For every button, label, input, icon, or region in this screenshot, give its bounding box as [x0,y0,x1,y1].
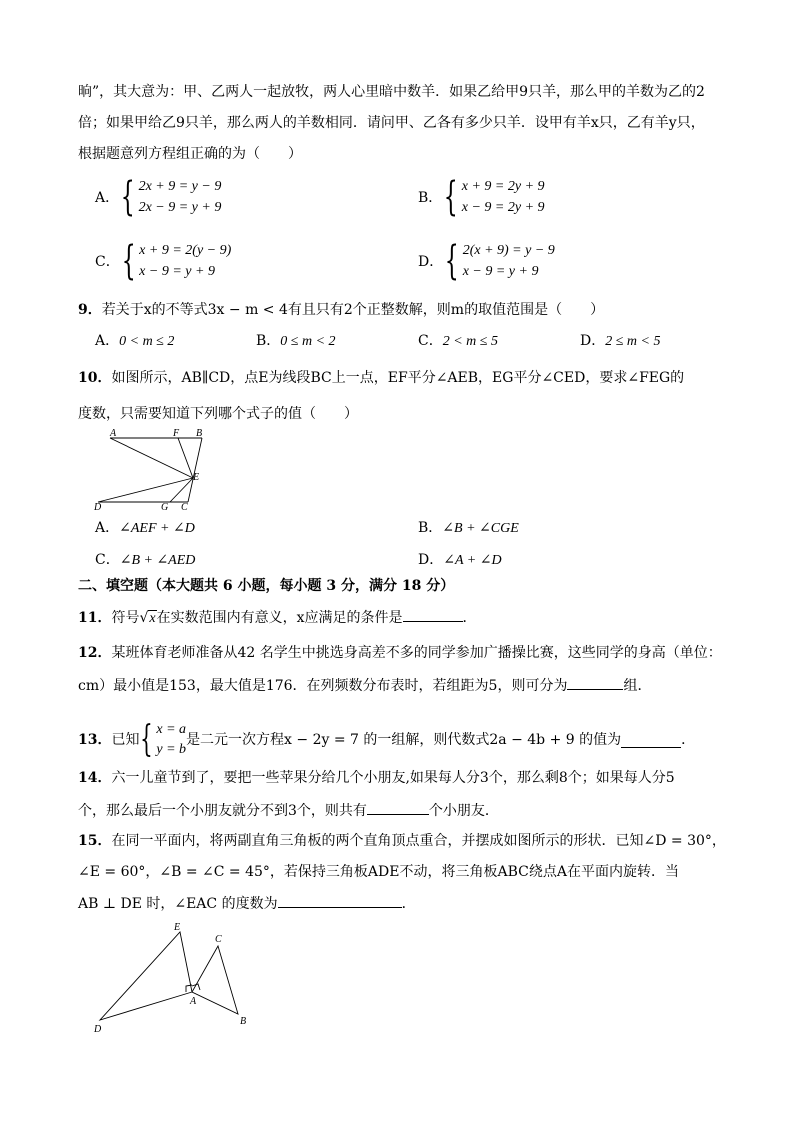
label-f: F [173,428,180,439]
question-12-line1: 12．某班体育老师准备从42 名学生中挑选身高差不多的同学参加广播操比赛，这些同学的身高（单位： [78,645,722,661]
q9-option-b[interactable]: B．0 ≤ m < 2 [256,333,336,349]
equation: x − 9 = 2y + 9 [461,200,545,215]
question-12-line2: cm）最小值是153，最大值是176．在列频数分布表时，若组距为5，则可分为 组． [78,675,758,696]
label-c: C [181,502,188,512]
question-number: 14． [78,770,112,786]
label-a: A [110,428,117,439]
question-number: 15． [78,833,112,849]
question-10-line1 [78,368,758,388]
q10-option-a[interactable]: A．∠AEF + ∠D [95,520,195,536]
answer-blank[interactable] [403,607,463,622]
answer-blank[interactable] [567,675,623,690]
label-e: E [174,922,181,933]
question-15-line1: 15．在同一平面内，将两副直角三角板的两个直角顶点重合，并摆成如图所示的形状．已知∠D = 30°， [78,833,726,849]
question-14-line1: 14．六一儿童节到了，要把一些苹果分给几个小朋友,如果每人分3个，那么剩8个；如果每人分5 [78,770,675,786]
question-10-line2: 度数，只需要知道下列哪个式子的值（ ） [78,406,358,422]
label-b: B [196,428,203,439]
q10-option-b[interactable]: B．∠B + ∠CGE [418,520,519,536]
label-g: G [161,502,169,512]
answer-blank[interactable] [367,800,429,815]
question-number: 13． [78,732,112,748]
label-a: A [190,996,197,1007]
equation: x − 9 = y + 9 [462,264,539,279]
question-number: 9． [78,302,102,318]
q15-figure [88,918,258,1038]
q10-option-d[interactable]: D．∠A + ∠D [418,552,502,568]
q8-option-b[interactable]: B． { x + 9 = 2y + 9 x − 9 = 2y + 9 [418,174,545,220]
q8-option-a[interactable]: A． { 2x + 9 = y − 9 2x − 9 = y + 9 [95,174,222,220]
equation: 2x − 9 = y + 9 [138,200,222,215]
radicand: x [149,611,156,626]
answer-blank[interactable] [278,893,402,908]
question-number: 10． [78,370,112,386]
equation: x + 9 = 2(y − 9) [139,243,232,258]
q9-option-a[interactable]: A．0 < m ≤ 2 [95,333,175,349]
option-label: B． [418,190,443,206]
label-d: D [94,1024,102,1035]
question-13: 13． 已知 { x = a y = b 是二元一次方程x − 2y = 7 的一组解，则代数式2a − 4b + 9 的值为 ． [78,719,696,760]
question-9 [78,300,758,320]
sqrt-symbol: √ [139,610,149,626]
triangle-abc [192,946,238,1014]
q9-option-c[interactable]: C．2 < m ≤ 5 [418,333,498,349]
q8-option-c[interactable]: C． { x + 9 = 2(y − 9) x − 9 = y + 9 [95,238,232,284]
question-15-line2: ∠E = 60°，∠B = ∠C = 45°，若保持三角板ADE不动，将三角板ABC绕点A在平面内旋转．当 [78,864,679,880]
segment-de [98,478,193,502]
question-number: 11． [78,610,112,626]
question-15-line3: AB ⊥ DE 时，∠EAC 的度数为 ． [78,893,758,914]
q10-figure [88,426,218,512]
label-c: C [215,934,222,945]
question-text: 若关于x的不等式3x − m < 4有且只有2个正整数解，则m的取值范围是（ ） [101,302,605,318]
q8-line3: 根据题意列方程组正确的为（ ） [78,146,302,162]
label-e: E [193,472,200,483]
equation: x + 9 = 2y + 9 [461,179,545,194]
q8-line1: 晌”，其大意为：甲、乙两人一起放牧，两人心里暗中数羊．如果乙给甲9只羊，那么甲的羊数为乙的2 [78,84,705,100]
segment-ge [170,478,193,502]
q8-option-d[interactable]: D． { 2(x + 9) = y − 9 x − 9 = y + 9 [418,238,555,284]
question-number: 12． [78,645,112,661]
equation: 2x + 9 = y − 9 [138,179,222,194]
option-label: A． [95,190,120,206]
section-2-title: 二、填空题（本大题共 6 小题，每小题 3 分，满分 18 分） [78,578,455,594]
question-11: 11．符号√x在实数范围内有意义，x应满足的条件是 ． [78,607,758,629]
question-14-line2: 个，那么最后一个小朋友就分不到3个，则共有 个小朋友． [78,800,758,821]
option-label: D． [418,254,444,270]
question-text: 如图所示，AB∥CD，点E为线段BC上一点，EF平分∠AEB，EG平分∠CED，要求∠FEG的 [111,370,685,386]
q10-option-c[interactable]: C．∠B + ∠AED [95,552,196,568]
answer-blank[interactable] [621,733,681,748]
equation: x − 9 = y + 9 [139,264,215,279]
q9-option-d[interactable]: D．2 ≤ m < 5 [580,333,661,349]
label-b: B [240,1016,247,1027]
triangle-ade [100,932,192,1020]
label-d: D [94,502,102,512]
equation: 2(x + 9) = y − 9 [462,243,555,258]
option-label: C． [95,254,120,270]
q8-line2: 倍；如果甲给乙9只羊，那么两人的羊数相同．请问甲、乙各有多少只羊．设甲有羊x只，乙有羊y只， [78,115,705,131]
